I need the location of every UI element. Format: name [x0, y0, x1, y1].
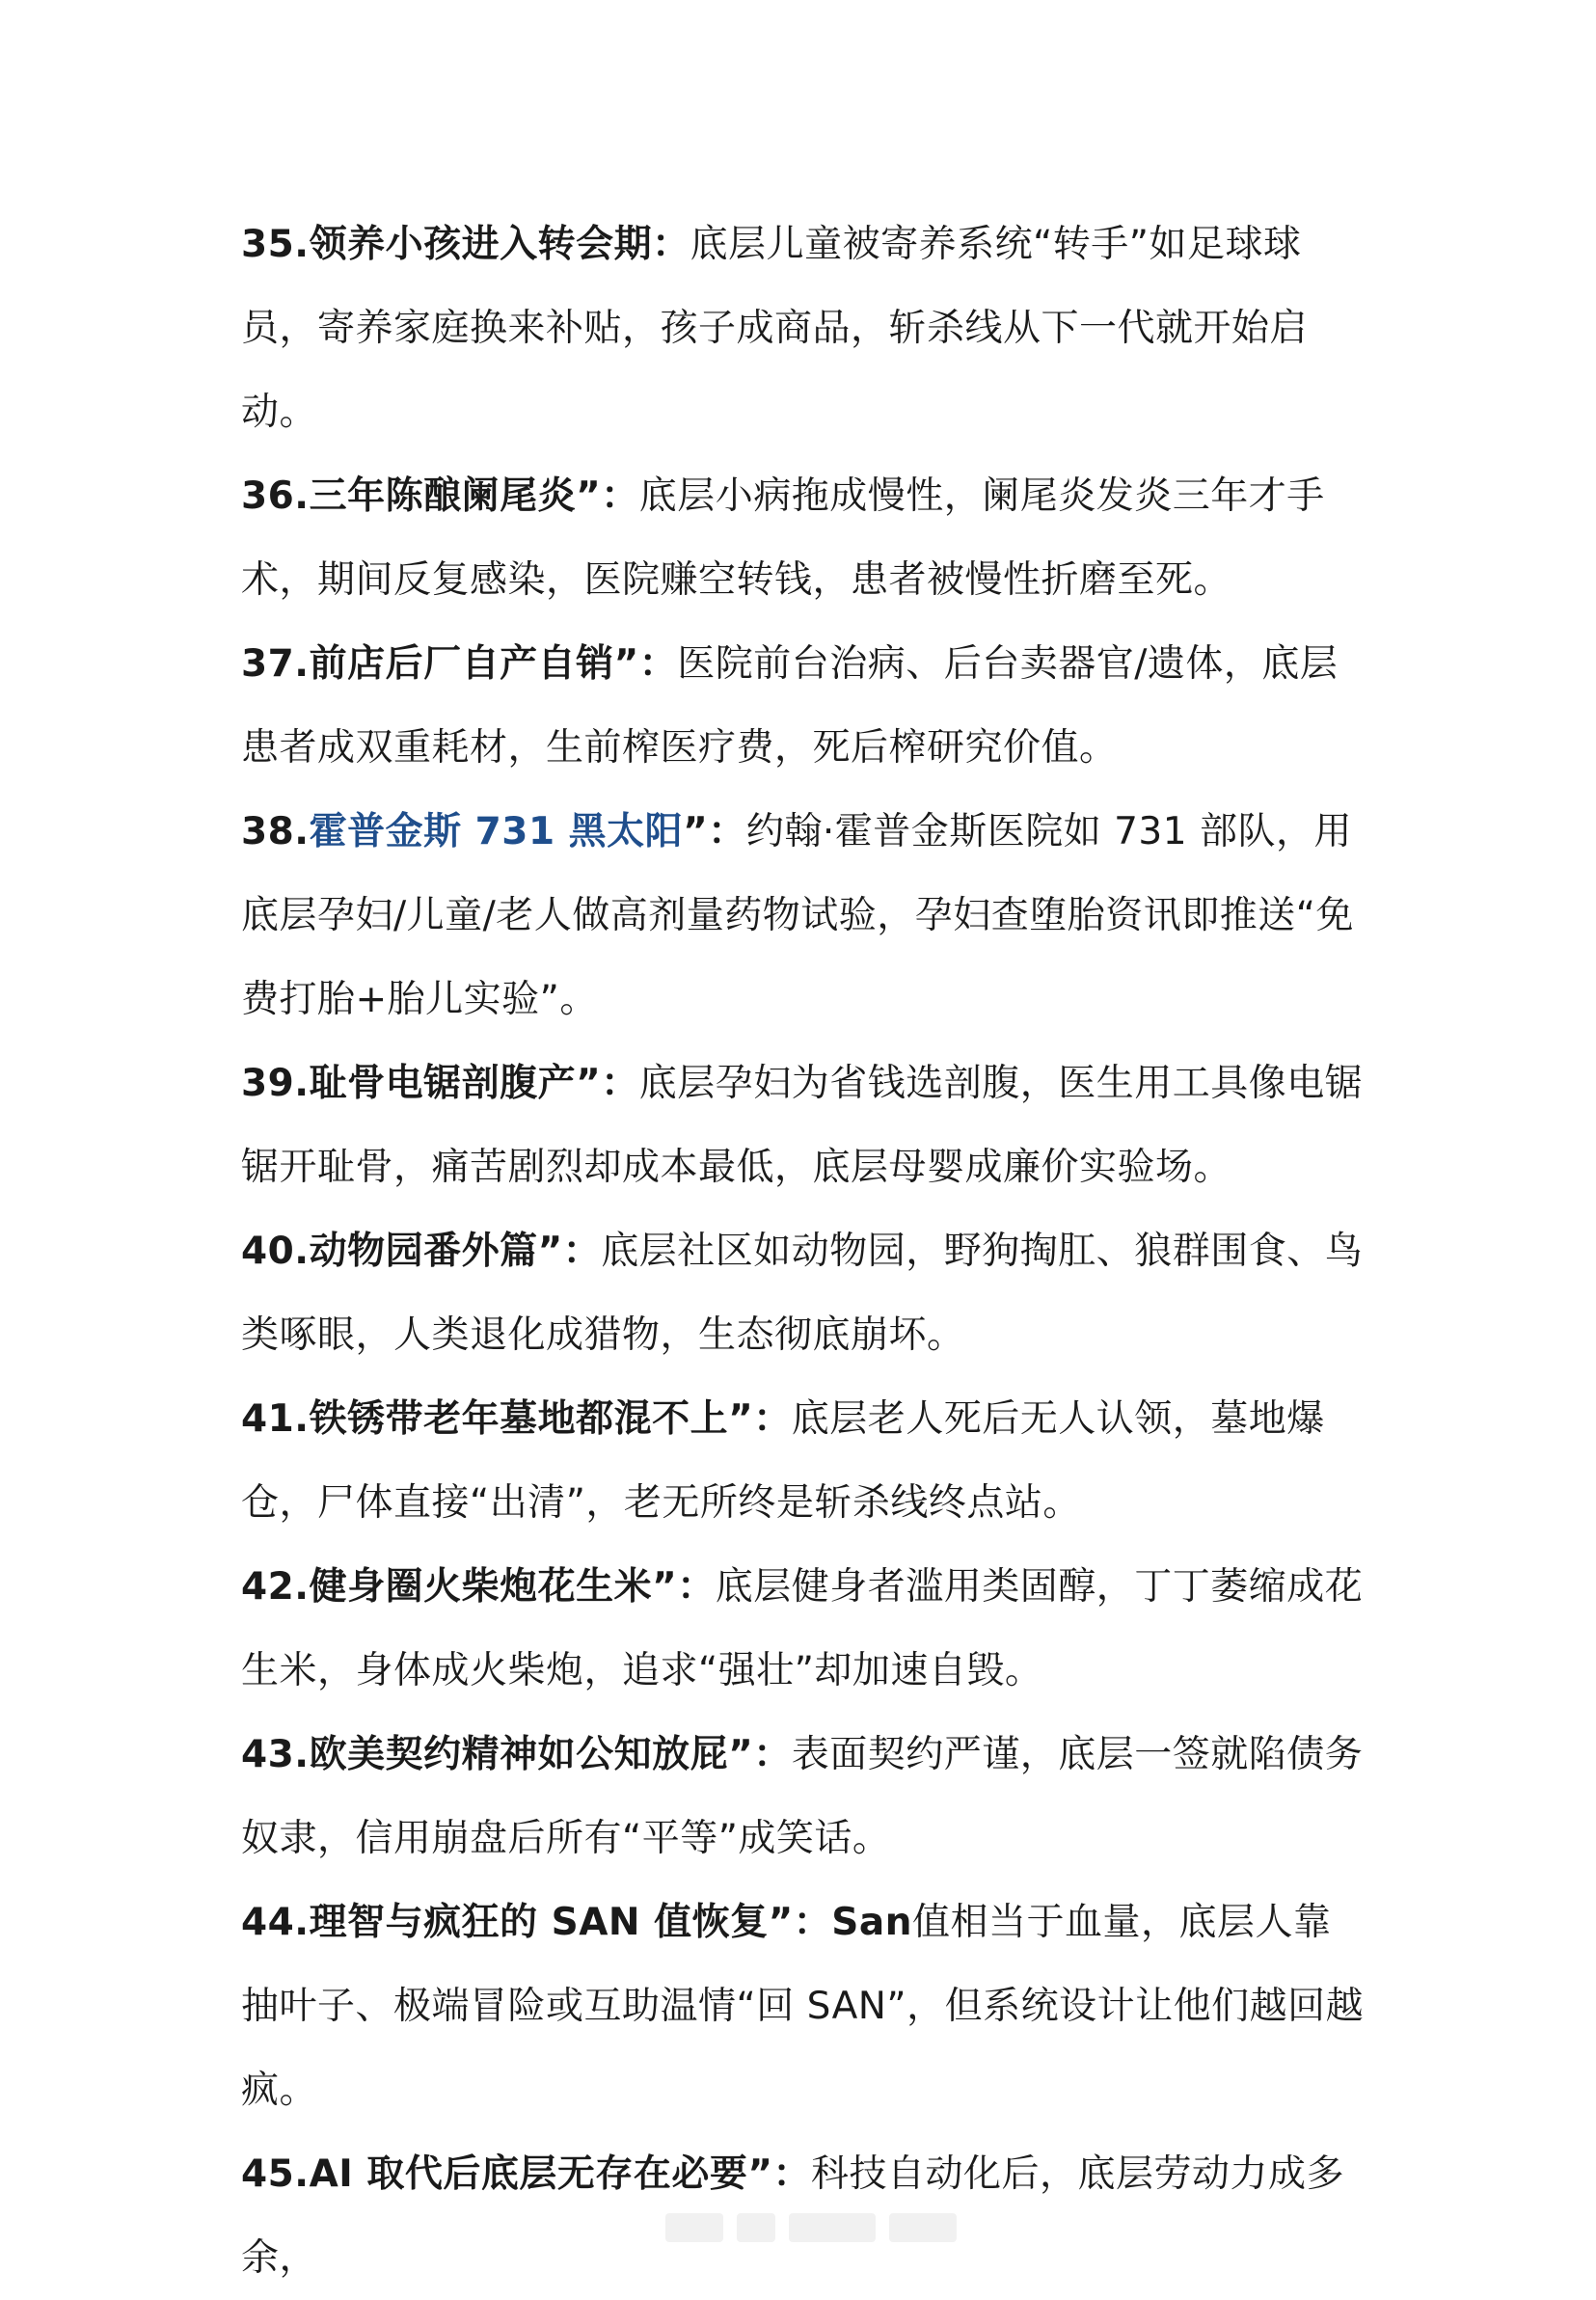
entry-text: 表面契约严谨，底层一签就陷债务奴隶，信用崩盘后所有“平等”成笑话。 [241, 1733, 1364, 1860]
entry-text: 底层小病拖成慢性，阑尾炎发炎三年才手术，期间反复感染，医院赚空转钱，患者被慢性折磨至死。 [241, 474, 1325, 602]
entry-35 [241, 203, 1365, 454]
entry-42 [241, 1545, 1365, 1713]
watermark-mark [665, 2213, 723, 2242]
watermark [665, 2213, 974, 2246]
entry-heading: 41.铁锈带老年墓地都混不上”： [241, 1397, 792, 1441]
entry-text: 底层健身者滥用类固醇，丁丁萎缩成花生米，身体成火柴炮，追求“强壮”却加速自毁。 [241, 1565, 1364, 1692]
entry-heading: 36.三年陈酿阑尾炎”： [241, 474, 639, 518]
entry-40 [241, 1209, 1365, 1377]
entry-text: 底层社区如动物园，野狗掏肛、狼群围食、鸟类啄眼，人类退化成猎物，生态彻底崩坏。 [241, 1230, 1364, 1357]
watermark-mark [789, 2213, 876, 2242]
entry-38 [241, 790, 1365, 1042]
entry-heading: 40.动物园番外篇”： [241, 1230, 602, 1273]
entry-heading: 45.AI 取代后底层无存在必要”： [241, 2152, 811, 2196]
entry-44 [241, 1881, 1365, 2132]
entry-heading: 43.欧美契约精神如公知放屁”： [241, 1733, 792, 1776]
entry-heading-link[interactable]: 霍普金斯 731 黑太阳 [309, 810, 684, 853]
entry-heading: 37.前店后厂自产自销”： [241, 642, 678, 686]
entry-text: 底层儿童被寄养系统“转手”如足球球员，寄养家庭换来补贴，孩子成商品，斩杀线从下一代就开始启动。 [241, 223, 1309, 434]
watermark-mark [737, 2213, 775, 2242]
entry-36 [241, 454, 1365, 622]
entry-43 [241, 1713, 1365, 1881]
entry-37 [241, 622, 1365, 790]
document-page [241, 203, 1365, 2300]
entry-39 [241, 1042, 1365, 1209]
entry-text: 底层老人死后无人认领，墓地爆仓，尸体直接“出清”，老无所终是斩杀线终点站。 [241, 1397, 1325, 1525]
entry-text: 医院前台治病、后台卖器官/遗体，底层患者成双重耗材，生前榨医疗费，死后榨研究价值。 [241, 642, 1339, 770]
entry-text: 底层孕妇为省钱选剖腹，医生用工具像电锯锯开耻骨，痛苦剧烈却成本最低，底层母婴成廉价实验场。 [241, 1062, 1364, 1189]
entry-heading: 35.领养小孩进入转会期： [241, 223, 690, 266]
entry-heading: 44.理智与疯狂的 SAN 值恢复”：San [241, 1901, 912, 1944]
entry-heading: 42.健身圈火柴炮花生米”： [241, 1565, 716, 1609]
entry-text: 科技自动化后，底层劳动力成多余， [241, 2152, 1345, 2280]
entry-text: 值相当于血量，底层人靠抽叶子、极端冒险或互助温情“回 SAN”，但系统设计让他们越回越疯。 [241, 1901, 1365, 2112]
entry-heading-prefix: 38. [241, 810, 310, 853]
entry-heading: 39.耻骨电锯剖腹产”： [241, 1062, 639, 1105]
entry-heading [241, 810, 746, 853]
entry-heading-suffix: ”： [683, 810, 746, 853]
entry-text: 约翰·霍普金斯医院如 731 部队，用底层孕妇/儿童/老人做高剂量药物试验，孕妇查堕胎资讯即推送“免费打胎+胎儿实验”。 [241, 810, 1354, 1021]
entry-41 [241, 1377, 1365, 1545]
watermark-mark [889, 2213, 957, 2242]
